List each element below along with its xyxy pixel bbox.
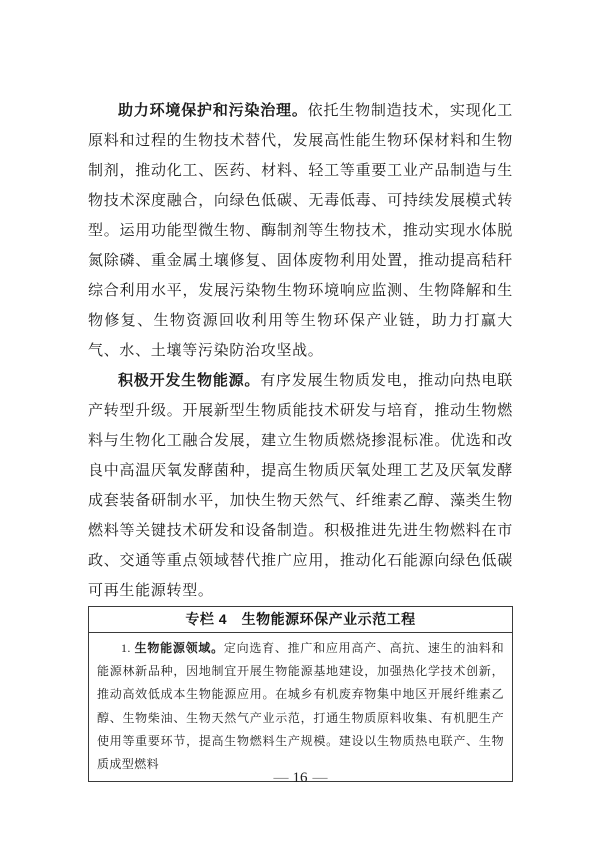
callout-box-body xyxy=(89,633,512,781)
paragraph-body: 依托生物制造技术，实现化工原料和过程的生物技术替代，发展高性能生物环保材料和生物制剂，推动化工、医药、材料、轻工等重要工业产品制造与生物技术深度融合，向绿色低碳、无毒低毒、可持续发展模式转型。运用功能型微生物、酶制剂等生物技术，推动实现水体脱氮除磷、重金属土壤修复、固体废物利用处置，推动提高秸秆综合利用水平，发展污染物生物环境响应监测、生物降解和生物修复、生物资源回收利用等生物环保产业链，助力打赢大气、水、土壤等污染防治攻坚战。 xyxy=(88,103,513,359)
page-number-dash-right: — xyxy=(312,770,327,786)
paragraph-lead: 助力环境保护和污染治理。 xyxy=(118,102,308,119)
paragraph-lead: 积极开发生物能源。 xyxy=(118,372,261,389)
callout-item-body: 定向选育、推广和应用高产、高抗、速生的油料和能源林新品种，因地制宜开展生物能源基地建设，加强热化学技术创新，推动高效低成本生物能源应用。在城乡有机废弃物集中地区开展纤维素乙醇、生物柴油、生物天然气产业示范，打通生物质原料收集、有机肥生产使用等重要环节，提高生物燃料生产规模。建设以生物质热电联产、生物质成型燃料 xyxy=(97,641,504,772)
paragraph-environment-protection xyxy=(88,96,513,366)
page-number-dash-left: — xyxy=(273,770,288,786)
page-number-value: 16 xyxy=(292,770,308,786)
paragraph-body: 有序发展生物质发电，推动向热电联产转型升级。开展新型生物质能技术研发与培育，推动生物燃料与生物化工融合发展，建立生物质燃烧掺混标准。优选和改良中高温厌氧发酵菌种，提高生物质厌氧处理工艺及厌氧发酵成套装备研制水平，加快生物天然气、纤维素乙醇、藻类生物燃料等关键技术研发和设备制造。积极推进先进生物燃料在市政、交通等重点领域替代推广应用，推动化石能源向绿色低碳可再生能源转型。 xyxy=(88,373,513,599)
page-content xyxy=(88,96,513,782)
paragraph-bioenergy xyxy=(88,366,513,606)
callout-item-lead: 生物能源领域。 xyxy=(134,641,224,655)
page-number xyxy=(0,767,600,789)
callout-box xyxy=(88,606,513,782)
callout-item-number: 1. xyxy=(121,641,135,655)
callout-box-title: 专栏 4 生物能源环保产业示范工程 xyxy=(89,607,512,633)
